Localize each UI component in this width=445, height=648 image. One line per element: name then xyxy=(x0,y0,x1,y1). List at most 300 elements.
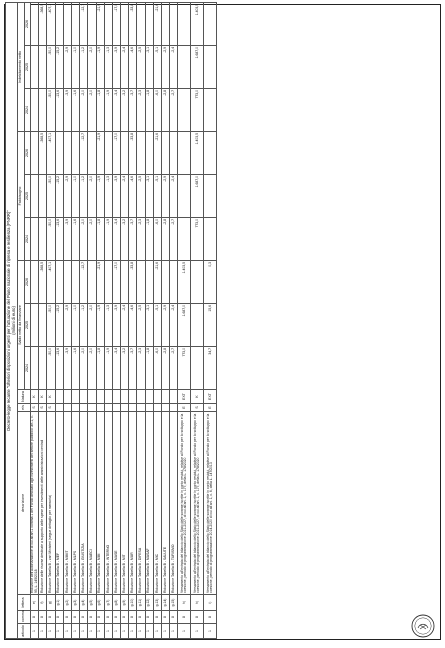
description-cell: Riduzione Tabella B - MAECI xyxy=(88,412,96,595)
value-cell: -4,6 xyxy=(129,46,137,89)
value-cell: -2,8 xyxy=(162,89,170,132)
value-cell xyxy=(170,2,178,45)
es-cell: S xyxy=(39,404,47,412)
es-cell xyxy=(96,404,104,412)
description-cell: Riduzione Tabella B - DIFESA xyxy=(137,412,145,595)
articolo-cell: 1 xyxy=(204,624,217,639)
col-comma: comma xyxy=(18,611,31,624)
es-cell xyxy=(55,404,63,412)
value-cell xyxy=(162,132,170,175)
value-cell xyxy=(121,132,129,175)
value-cell: -1,9 xyxy=(104,347,112,390)
value-cell: 0,3 xyxy=(204,261,217,304)
value-cell: 15,6 xyxy=(204,304,217,347)
value-cell: -15,2 xyxy=(55,46,63,89)
value-cell: -2,0 xyxy=(88,175,96,218)
value-cell xyxy=(191,304,204,347)
es-cell xyxy=(170,404,178,412)
es-cell xyxy=(145,404,153,412)
description-cell: Versamento all'entrata del bilancio dello Stato delle somme iscritte in conto residui, relative al Fondo per lo sviluppo e la coesione, periodo di programmazione 2021-2027, di cui all'art. 1, c. 177, della L. 178/2020 xyxy=(178,412,191,595)
comma-cell: 8 xyxy=(80,611,88,624)
value-cell xyxy=(31,46,39,89)
value-cell xyxy=(55,2,63,45)
description-cell: Riduzione Tabella B - INTERNO xyxy=(104,412,112,595)
value-cell: -2,5 xyxy=(137,175,145,218)
value-cell: -3,9 xyxy=(112,304,120,347)
lettera-cell: g.9) xyxy=(121,595,129,611)
value-cell: 773,0 xyxy=(191,218,204,261)
value-cell: -3,4 xyxy=(112,89,120,132)
comma-cell: 8 xyxy=(137,611,145,624)
value-cell: 1.687,0 xyxy=(178,304,191,347)
table-row xyxy=(39,2,47,638)
articolo-cell: 1 xyxy=(96,624,104,639)
value-cell xyxy=(39,175,47,218)
value-cell: -13,6 xyxy=(55,218,63,261)
value-cell xyxy=(71,261,79,304)
value-cell: -3,9 xyxy=(63,218,71,261)
value-cell xyxy=(145,2,153,45)
value-cell: -2,4 xyxy=(121,175,129,218)
comma-cell: 8 xyxy=(63,611,71,624)
value-cell: -2,3 xyxy=(137,89,145,132)
articolo-cell: 1 xyxy=(39,624,47,639)
value-cell xyxy=(137,261,145,304)
articolo-cell: 1 xyxy=(63,624,71,639)
value-cell xyxy=(31,218,39,261)
seal-stamp xyxy=(411,614,435,638)
value-cell xyxy=(31,347,39,390)
table-title xyxy=(6,2,18,638)
value-cell: -6,0 xyxy=(153,347,161,390)
value-cell xyxy=(204,2,217,45)
description-cell: Riduzione Tabella B - MASE xyxy=(112,412,120,595)
value-cell: -3,1 xyxy=(145,46,153,89)
value-cell: -2,4 xyxy=(121,46,129,89)
value-cell: -2,0 xyxy=(80,347,88,390)
value-cell: -17,0 xyxy=(112,261,120,304)
year-header: 2024 xyxy=(25,89,31,132)
value-cell xyxy=(162,2,170,45)
value-cell: -368,5 xyxy=(39,2,47,45)
natura-cell xyxy=(71,390,79,404)
value-cell: 773,0 xyxy=(178,347,191,390)
value-cell: -12,7 xyxy=(80,261,88,304)
value-cell: -1,0 xyxy=(71,175,79,218)
value-cell xyxy=(137,2,145,45)
value-cell xyxy=(104,2,112,45)
value-cell: -3,7 xyxy=(129,347,137,390)
value-cell xyxy=(204,175,217,218)
value-cell: -33,8 xyxy=(129,2,137,45)
value-cell: -50,0 xyxy=(47,347,55,390)
table-row xyxy=(121,2,129,638)
value-cell xyxy=(178,132,191,175)
lettera-cell: g.10) xyxy=(129,595,137,611)
natura-cell: K xyxy=(39,390,47,404)
value-cell xyxy=(121,261,129,304)
es-cell xyxy=(88,404,96,412)
value-cell xyxy=(88,132,96,175)
natura-cell xyxy=(112,390,120,404)
value-cell: -3,7 xyxy=(129,89,137,132)
value-cell: -1,2 xyxy=(80,175,88,218)
value-cell: -1,6 xyxy=(71,347,79,390)
col-natura: Natura xyxy=(18,390,31,404)
table-row xyxy=(162,2,170,638)
value-cell: -1,8 xyxy=(96,347,104,390)
lettera-cell: g.2) xyxy=(63,595,71,611)
document-sheet xyxy=(4,4,441,640)
value-cell: -3,1 xyxy=(145,304,153,347)
value-cell: -17,0 xyxy=(112,132,120,175)
articolo-cell: 1 xyxy=(55,624,63,639)
comma-cell: 8 xyxy=(145,611,153,624)
value-cell: -21,9 xyxy=(96,132,104,175)
value-cell: 34,7 xyxy=(204,347,217,390)
value-cell: -1,9 xyxy=(104,89,112,132)
value-cell: -407,1 xyxy=(47,2,55,45)
value-cell: -2,9 xyxy=(63,46,71,89)
lettera-cell: g.12) xyxy=(145,595,153,611)
value-cell xyxy=(39,46,47,89)
group-saldo: Saldo netto da finanziare xyxy=(18,261,25,390)
value-cell xyxy=(121,2,129,45)
lettera-cell: g.5) xyxy=(88,595,96,611)
es-cell xyxy=(80,404,88,412)
es-cell xyxy=(104,404,112,412)
value-cell: -2,3 xyxy=(137,347,145,390)
value-cell: -3,9 xyxy=(63,347,71,390)
value-cell: -1,8 xyxy=(145,347,153,390)
value-cell: -3,1 xyxy=(145,175,153,218)
lettera-cell: g.15) xyxy=(170,595,178,611)
value-cell: -2,4 xyxy=(170,304,178,347)
value-cell xyxy=(104,261,112,304)
articolo-cell: 1 xyxy=(191,624,204,639)
value-cell xyxy=(31,175,39,218)
description-cell: Riduzione Tabella B - GIUSTIZIA xyxy=(80,412,88,595)
description-cell: Riduzione delle risorse destinate a supporto delle spese per investimenti delle amministrazioni centrali xyxy=(39,412,47,595)
value-cell xyxy=(145,261,153,304)
lettera-cell: g.8) xyxy=(112,595,120,611)
natura-cell: K xyxy=(191,390,204,404)
es-cell: S xyxy=(31,404,39,412)
description-cell: Riduzione Tabella B - vari Ministeri (segue dettaglio per memoria) xyxy=(47,412,55,595)
table-row xyxy=(137,2,145,638)
value-cell: -407,1 xyxy=(47,132,55,175)
es-cell xyxy=(71,404,79,412)
title-unit: (milioni di euro) xyxy=(10,306,16,335)
value-cell: -2,0 xyxy=(80,89,88,132)
description-cell: Riduzione Tabella B - SALUTE xyxy=(162,412,170,595)
value-cell xyxy=(178,89,191,132)
value-cell: -21,6 xyxy=(153,261,161,304)
es-cell xyxy=(129,404,137,412)
value-cell: 1.687,0 xyxy=(191,175,204,218)
value-cell xyxy=(55,132,63,175)
natura-cell xyxy=(80,390,88,404)
table-row xyxy=(129,2,137,638)
value-cell xyxy=(63,132,71,175)
value-cell xyxy=(137,132,145,175)
value-cell: -1,2 xyxy=(80,304,88,347)
comma-cell: 8 xyxy=(104,611,112,624)
es-cell: S xyxy=(191,404,204,412)
value-cell: -2,9 xyxy=(162,304,170,347)
table-row xyxy=(191,2,204,638)
natura-cell xyxy=(170,390,178,404)
title-line: Decreto-legge recante "Ulteriori disposizioni urgenti per l'attuazione del Piano nazionale di ripresa e resilienza (PNRR)" xyxy=(5,210,11,431)
value-cell: -1,9 xyxy=(96,304,104,347)
natura-cell xyxy=(162,390,170,404)
comma-cell: 8 xyxy=(39,611,47,624)
year-header: 2025 xyxy=(25,46,31,89)
lettera-cell: g.13) xyxy=(153,595,161,611)
value-cell xyxy=(63,261,71,304)
value-cell: -368,5 xyxy=(39,261,47,304)
value-cell xyxy=(191,347,204,390)
value-cell: -6,0 xyxy=(153,89,161,132)
table-row xyxy=(170,2,178,638)
value-cell: -2,4 xyxy=(170,175,178,218)
value-cell: -2,7 xyxy=(170,347,178,390)
value-cell xyxy=(31,2,39,45)
value-cell xyxy=(39,347,47,390)
natura-cell: EXT xyxy=(178,390,191,404)
natura-cell: K xyxy=(31,390,39,404)
es-cell xyxy=(153,404,161,412)
comma-cell: 8 xyxy=(96,611,104,624)
table-row xyxy=(55,2,63,638)
lettera-cell: g.14) xyxy=(162,595,170,611)
articolo-cell: 1 xyxy=(178,624,191,639)
es-cell xyxy=(63,404,71,412)
table-row xyxy=(96,2,104,638)
value-cell: -13,6 xyxy=(55,89,63,132)
value-cell: -1,8 xyxy=(96,89,104,132)
articolo-cell: 1 xyxy=(88,624,96,639)
value-cell: -3,2 xyxy=(121,347,129,390)
year-header: 2024 xyxy=(25,218,31,261)
value-cell xyxy=(204,218,217,261)
value-cell: -1,8 xyxy=(96,218,104,261)
value-cell xyxy=(204,132,217,175)
value-cell: -1,3 xyxy=(104,46,112,89)
value-cell: -3,4 xyxy=(112,218,120,261)
value-cell: -2,9 xyxy=(162,175,170,218)
articolo-cell: 1 xyxy=(112,624,120,639)
comma-cell: 8 xyxy=(112,611,120,624)
articolo-cell: 1 xyxy=(104,624,112,639)
value-cell: -1,8 xyxy=(145,89,153,132)
group-fabbisogno: Fabbisogno xyxy=(18,132,25,261)
articolo-cell: 1 xyxy=(153,624,161,639)
value-cell: -2,4 xyxy=(121,304,129,347)
natura-cell xyxy=(55,390,63,404)
year-header: 2024 xyxy=(25,347,31,390)
articolo-cell: 1 xyxy=(145,624,153,639)
financial-table xyxy=(5,2,217,639)
value-cell: 1.403,5 xyxy=(178,261,191,304)
value-cell: -368,5 xyxy=(39,132,47,175)
es-cell: E xyxy=(178,404,191,412)
description-cell: Riduzione Tabella B - MIMIT xyxy=(63,412,71,595)
col-es: e/s xyxy=(18,404,31,412)
comma-cell: 8 xyxy=(204,611,217,624)
lettera-cell: g.1) xyxy=(55,595,63,611)
value-cell: -2,0 xyxy=(88,347,96,390)
es-cell xyxy=(137,404,145,412)
table-row xyxy=(153,2,161,638)
year-header: 2025 xyxy=(25,304,31,347)
description-cell: Versamento all'entrata del bilancio dello Stato delle somme iscritte in conto residui, relative al Fondo per lo sviluppo e la coesione, periodo di programmazione 2014-2020 di cui all'art. 1, c. 6, della L. 147/2013 xyxy=(204,412,217,595)
table-row xyxy=(80,2,88,638)
description-cell: Riduzione Tabella B - MIT xyxy=(121,412,129,595)
lettera-cell: g.11) xyxy=(137,595,145,611)
value-cell: -1,0 xyxy=(71,46,79,89)
value-cell: -50,0 xyxy=(47,304,55,347)
value-cell xyxy=(39,304,47,347)
lettera-cell: g.7) xyxy=(104,595,112,611)
value-cell: -3,2 xyxy=(121,218,129,261)
lettera-cell: f) xyxy=(39,595,47,611)
value-cell: -2,8 xyxy=(162,218,170,261)
table-row xyxy=(204,2,217,638)
value-cell: -1,3 xyxy=(104,304,112,347)
comma-cell: 8 xyxy=(55,611,63,624)
value-cell: -2,0 xyxy=(88,46,96,89)
table-row xyxy=(71,2,79,638)
value-cell: -17,0 xyxy=(112,2,120,45)
value-cell: -1,2 xyxy=(80,46,88,89)
value-cell: -13,6 xyxy=(55,347,63,390)
natura-cell xyxy=(153,390,161,404)
value-cell: -1,6 xyxy=(71,89,79,132)
value-cell: -2,0 xyxy=(88,304,96,347)
comma-cell: 8 xyxy=(71,611,79,624)
comma-cell: 8 xyxy=(121,611,129,624)
value-cell xyxy=(71,132,79,175)
value-cell: -2,7 xyxy=(170,89,178,132)
value-cell: -3,4 xyxy=(112,347,120,390)
table-row xyxy=(63,2,71,638)
year-header: 2025 xyxy=(25,175,31,218)
articolo-cell: 1 xyxy=(170,624,178,639)
natura-cell xyxy=(104,390,112,404)
comma-cell: 8 xyxy=(170,611,178,624)
value-cell xyxy=(162,261,170,304)
col-descrizione: descrizione xyxy=(18,412,31,595)
lettera-cell: g.4) xyxy=(80,595,88,611)
table-row xyxy=(112,2,120,638)
articolo-cell: 1 xyxy=(71,624,79,639)
natura-cell xyxy=(129,390,137,404)
description-cell: Riduzione Tabella B - MIC xyxy=(153,412,161,595)
value-cell xyxy=(31,304,39,347)
description-cell: Riduzione Tabella B - MASAF xyxy=(145,412,153,595)
year-header: 2026 xyxy=(25,2,31,45)
table-row xyxy=(178,2,191,638)
value-cell: -2,0 xyxy=(88,89,96,132)
value-cell: -3,9 xyxy=(112,46,120,89)
comma-cell: 8 xyxy=(191,611,204,624)
value-cell xyxy=(170,261,178,304)
value-cell: -1,0 xyxy=(71,304,79,347)
value-cell: -2,5 xyxy=(137,304,145,347)
natura-cell: EXT xyxy=(204,390,217,404)
value-cell: -21,9 xyxy=(96,2,104,45)
es-cell xyxy=(162,404,170,412)
value-cell: -1,9 xyxy=(96,46,104,89)
es-cell: S xyxy=(47,404,55,412)
table-row xyxy=(104,2,112,638)
value-cell: -50,0 xyxy=(47,46,55,89)
value-cell xyxy=(63,2,71,45)
comma-cell: 8 xyxy=(129,611,137,624)
comma-cell: 8 xyxy=(162,611,170,624)
description-cell: Riduzione Tabella B - MLPS xyxy=(71,412,79,595)
value-cell: -50,0 xyxy=(47,218,55,261)
description-cell: Versamento all'entrata del bilancio dello Stato delle somme iscritte in conto residui, relative al Fondo per lo sviluppo e la coesione, periodo di programmazione 2021-2027, di cui all'art. 1, c. 177, della L. 178/2020 xyxy=(191,412,204,595)
value-cell: -15,2 xyxy=(55,175,63,218)
value-cell xyxy=(88,2,96,45)
value-cell: -3,7 xyxy=(129,218,137,261)
value-cell xyxy=(204,46,217,89)
value-cell: -2,3 xyxy=(137,218,145,261)
value-cell: -1,3 xyxy=(104,175,112,218)
value-cell xyxy=(39,89,47,132)
value-cell: -6,0 xyxy=(153,218,161,261)
table-row xyxy=(31,2,39,638)
lettera-cell: h) xyxy=(178,595,191,611)
lettera-cell: h) xyxy=(191,595,204,611)
es-cell xyxy=(121,404,129,412)
articolo-cell: 1 xyxy=(129,624,137,639)
value-cell: -5,1 xyxy=(153,304,161,347)
value-cell xyxy=(71,2,79,45)
natura-cell xyxy=(63,390,71,404)
value-cell xyxy=(178,175,191,218)
value-cell: -33,8 xyxy=(129,132,137,175)
value-cell xyxy=(31,261,39,304)
comma-cell: 8 xyxy=(88,611,96,624)
value-cell: -3,9 xyxy=(63,89,71,132)
value-cell: -33,8 xyxy=(129,261,137,304)
value-cell xyxy=(178,218,191,261)
comma-cell: 8 xyxy=(31,611,39,624)
value-cell: -4,6 xyxy=(129,175,137,218)
value-cell: -3,2 xyxy=(121,89,129,132)
value-cell: 1.403,5 xyxy=(191,2,204,45)
lettera-cell: g.6) xyxy=(96,595,104,611)
value-cell: -21,6 xyxy=(153,132,161,175)
value-cell xyxy=(178,46,191,89)
value-cell xyxy=(178,2,191,45)
value-cell: -21,6 xyxy=(153,2,161,45)
value-cell: -5,1 xyxy=(153,175,161,218)
value-cell: -2,0 xyxy=(88,218,96,261)
value-cell: 773,0 xyxy=(191,89,204,132)
value-cell xyxy=(55,261,63,304)
table-row xyxy=(88,2,96,638)
natura-cell xyxy=(121,390,129,404)
description-cell: Riduzione dell'autorizzazione di cui all'art.1 comma 1 del Fondo dedicato agli investimenti del settore pubblico: art.1, c. 95, L. 145/2018 xyxy=(31,412,39,595)
value-cell xyxy=(145,132,153,175)
value-cell: -2,7 xyxy=(170,218,178,261)
value-cell: -1,6 xyxy=(71,218,79,261)
comma-cell: 8 xyxy=(153,611,161,624)
